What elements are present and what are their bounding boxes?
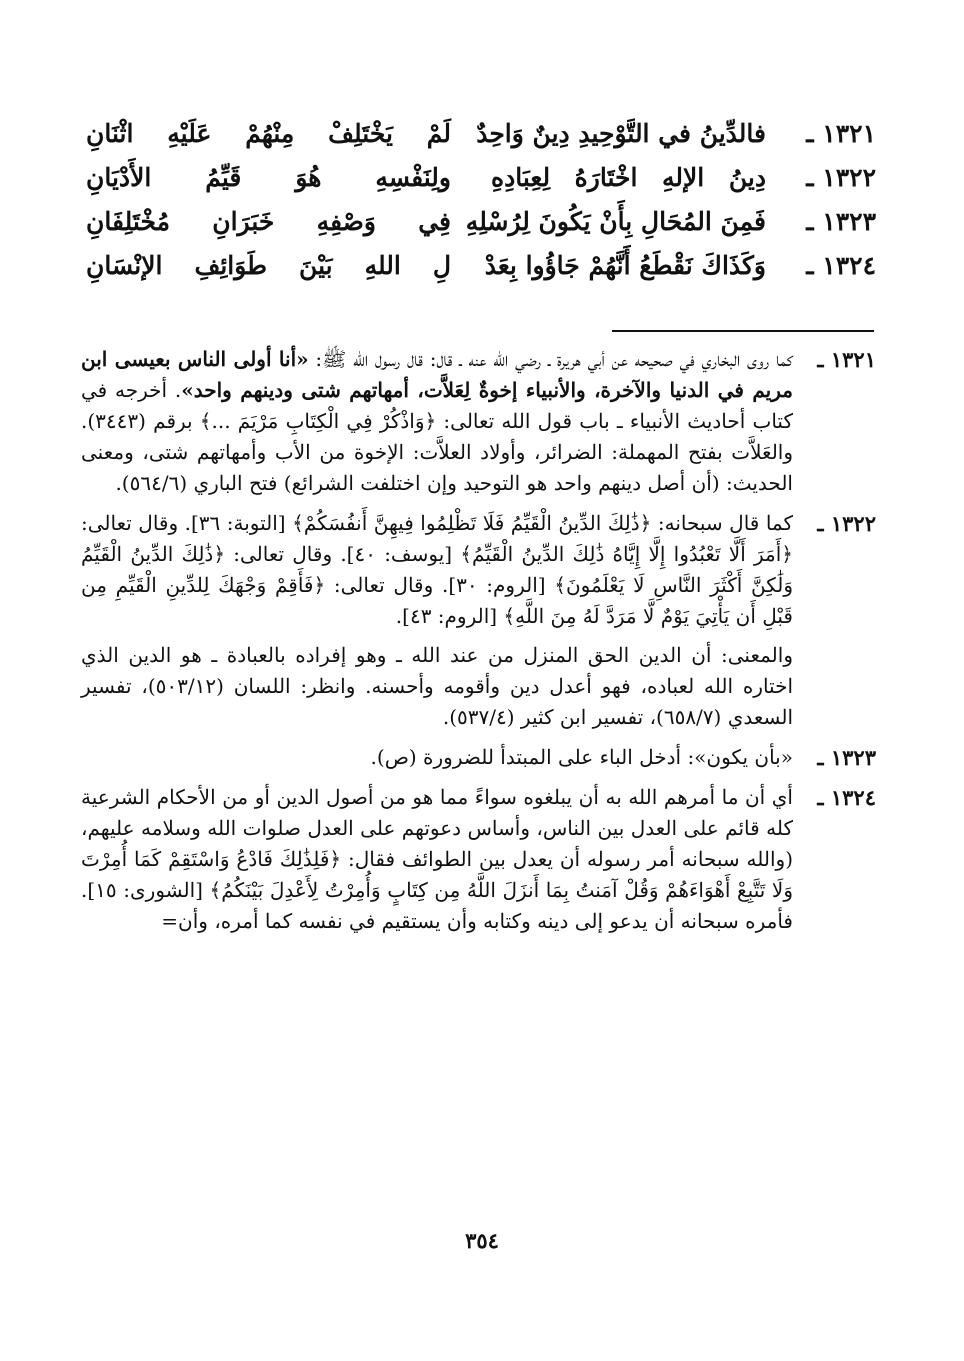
verse-second-hemistich: لَمْ يَخْتَلِفْ مِنْهُمْ عَلَيْهِ اثْنَانِ <box>86 119 451 148</box>
footnote <box>81 782 876 937</box>
verse-number: ١٣٢١ ـ <box>806 119 876 148</box>
footnote <box>81 344 876 499</box>
footnote-number: ١٣٢٣ ـ <box>817 745 876 770</box>
footnote-paragraph <box>81 742 793 773</box>
poem-verses <box>81 112 876 288</box>
footnote-text: كما قال سبحانه: ﴿ذَٰلِكَ الدِّينُ الْقَيِّمُ فَلَا تَظْلِمُوا فِيهِنَّ أَنفُسَكُمْ﴾ [التوبة: ٣٦]. وقال تعالى: ﴿أَمَرَ أَلَّا تَعْبُدُوا إِلَّا إِيَّاهُ ذَٰلِكَ الدِّينُ الْقَيِّمُ﴾ [يوسف: ٤٠]. وقال تعالى: ﴿ذَٰلِكَ الدِّينُ الْقَيِّمُ وَلَٰكِنَّ أَكْثَرَ النَّاسِ لَا يَعْلَمُونَ﴾ [الروم: ٣٠]. وقال تعالى: ﴿فَأَقِمْ وَجْهَكَ لِلدِّينِ الْقَيِّمِ مِن قَبْلِ أَن يَأْتِيَ يَوْمٌ لَّا مَرَدَّ لَهُ مِنَ اللَّهِ﴾ [الروم: ٤٣]. <box>81 511 794 628</box>
verse-first-hemistich: دِينُ الإلهِ اخْتَارَهُ لِعِبَادِهِ <box>491 163 766 192</box>
footnote-separator <box>612 330 874 332</box>
verse-number: ١٣٢٢ ـ <box>806 163 876 192</box>
footnote-text: كما روى البخاري في صحيحه عن أبي هريرة ـ رضي الله عنه ـ قال: قال رسول الله ﷺ: <box>308 347 793 371</box>
hadith-quote: «أنا أولى الناس بعيسى ابن مريم في الدنيا والآخرة، والأنبياء إخوةٌ لِعَلاَّت، أمهاتهم شتى ودينهم واحد» <box>81 347 794 402</box>
verse-line <box>81 112 876 156</box>
footnote-text: والمعنى: أن الدين الحق المنزل من عند الله ـ وهو إفراده بالعبادة ـ هو الدين الذي اختاره الله لعباده، فهو أعدل دين وأقومه وأحسنه. وانظر: اللسان (٥٠٣/١٢)، تفسير السعدي (٦٥٨/٧)، تفسير ابن كثير (٥٣٧/٤). <box>81 643 793 729</box>
footnote-text: «بأن يكون»: أدخل الباء على المبتدأ للضرورة (ص). <box>370 745 793 769</box>
footnotes <box>81 344 876 946</box>
footnote-paragraph <box>81 640 793 733</box>
footnote <box>81 508 876 733</box>
footnote-paragraph <box>81 344 793 499</box>
footnote <box>81 742 876 773</box>
verse-line <box>81 156 876 200</box>
verse-line <box>81 244 876 288</box>
footnote-number: ١٣٢٤ ـ <box>817 785 876 810</box>
footnote-text: أي أن ما أمرهم الله به أن يبلغوه سواءً مما هو من أصول الدين أو من الأحكام الشرعية كله قائم على العدل بين الناس، وأساس دعوتهم على العدل صلوات الله وسلامه عليهم، (والله سبحانه أمر رسوله أن يعدل بين الطوائف فقال: ﴿فَلِذَٰلِكَ فَادْعُ وَاسْتَقِمْ كَمَا أُمِرْتَ وَلَا تَتَّبِعْ أَهْوَاءَهُمْ وَقُلْ آمَنتُ بِمَا أَنزَلَ اللَّهُ مِن كِتَابٍ وَأُمِرْتُ لِأَعْدِلَ بَيْنَكُمُ﴾ [الشورى: ١٥]. فأمره سبحانه أن يدعو إلى دينه وكتابه وأن يستقيم في نفسه كما أمره، وأن= <box>81 785 793 933</box>
verse-first-hemistich: فَمِنَ المُحَالِ بِأَنْ يَكُونَ لِرُسْلِهِ <box>465 207 766 236</box>
footnote-text: . أخرجه في كتاب أحاديث الأنبياء ـ باب قول الله تعالى: ﴿وَاذْكُرْ فِي الْكِتَابِ مَرْيَمَ ...﴾ برقم (٣٤٤٣). والعَلاَّت بفتح المهملة: الضرائر، وأولاد العلاَّت: الإخوة من الأب وأمهاتهم شتى، ومعنى الحديث: (أن أصل دينهم واحد هو التوحيد وإن اختلفت الشرائع) فتح الباري (٥٦٤/٦). <box>81 378 793 495</box>
verse-first-hemistich: وَكَذَاكَ نَقْطَعُ أَنَّهُمْ جَاؤُوا بِعَدْ <box>484 251 766 280</box>
verse-number: ١٣٢٤ ـ <box>806 251 876 280</box>
verse-line <box>81 200 876 244</box>
footnote-paragraph <box>81 782 793 937</box>
verse-second-hemistich: فِي وَصْفِهِ خَبَرَانِ مُخْتَلِفَانِ <box>86 207 451 236</box>
verse-first-hemistich: فالدِّينُ في التَّوْحِيدِ دِينٌ وَاحِدٌ <box>476 119 766 148</box>
verse-number: ١٣٢٣ ـ <box>806 207 876 236</box>
verse-second-hemistich: لِ اللهِ بَيْنَ طَوَائِفِ الإنْسَانِ <box>86 251 451 280</box>
footnote-paragraph <box>81 508 793 632</box>
footnote-number: ١٣٢٢ ـ <box>817 511 876 536</box>
verse-second-hemistich: ولِنَفْسِهِ هُوَ قَيِّمُ الأَدْيَانِ <box>86 163 451 192</box>
footnote-number: ١٣٢١ ـ <box>817 347 876 372</box>
page-number: ٣٥٤ <box>465 1228 499 1253</box>
